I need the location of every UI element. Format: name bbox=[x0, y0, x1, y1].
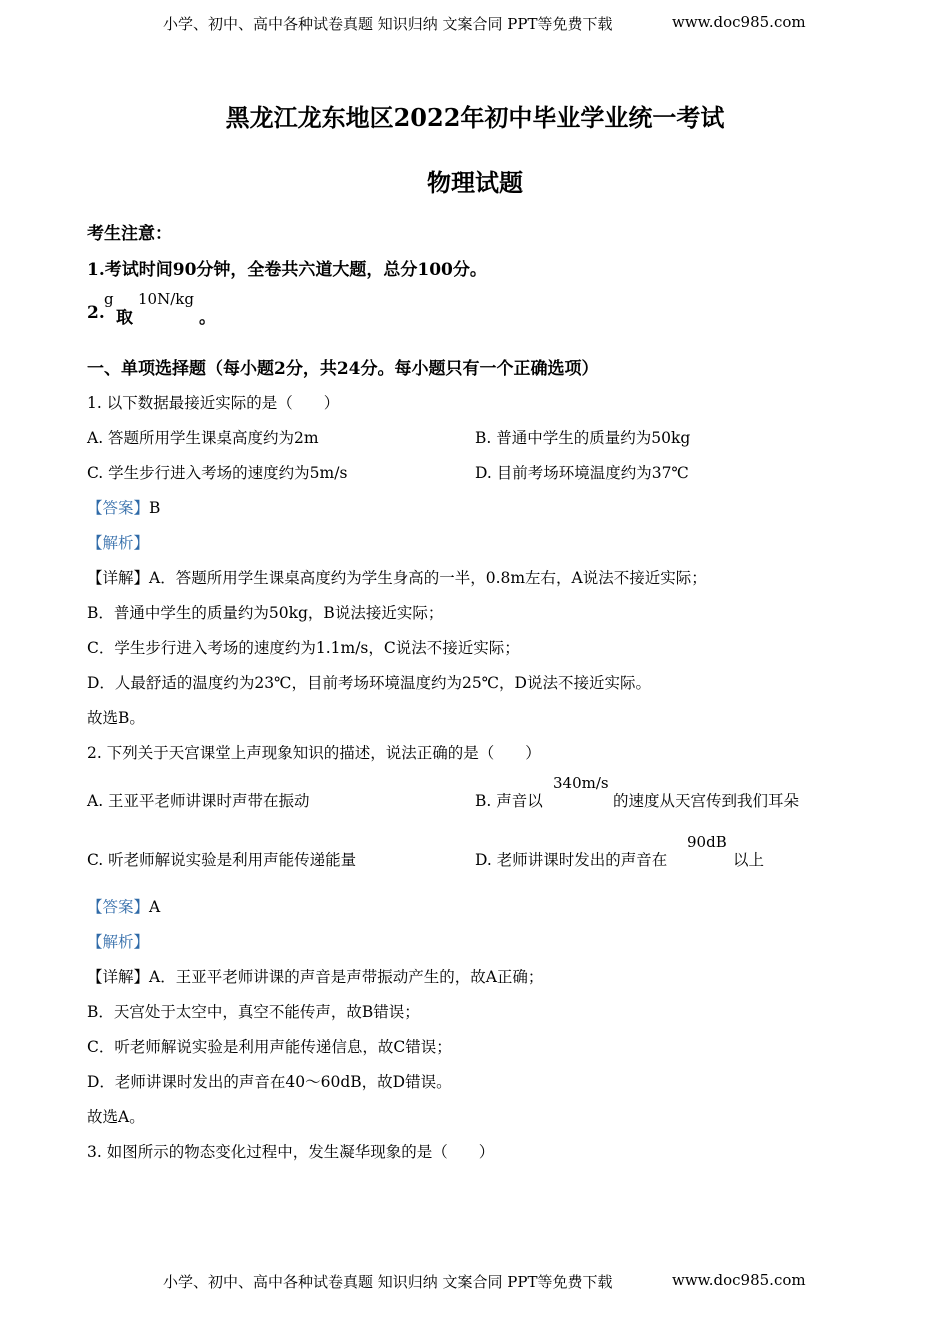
q2-option-c: C. 听老师解说实验是利用声能传递能量 bbox=[87, 851, 357, 869]
q1-analysis-label: 【解析】 bbox=[87, 534, 150, 552]
q1-detail-b: B．普通中学生的质量约为50kg，B说法接近实际； bbox=[87, 604, 444, 622]
q1-option-a: A. 答题所用学生课桌高度约为2m bbox=[87, 429, 319, 447]
q2-option-d-prefix: D. 老师讲课时发出的声音在 bbox=[475, 851, 668, 869]
footer-text: 小学、初中、高中各种试卷真题 知识归纳 文案合同 PPT等免费下载 bbox=[163, 1273, 613, 1291]
header-url: www.doc985.com bbox=[672, 13, 806, 31]
q1-detail-a bbox=[87, 566, 707, 588]
q2-answer bbox=[87, 895, 160, 917]
q2-option-a: A. 王亚平老师讲课时声带在振动 bbox=[87, 792, 310, 810]
q2-stem: 2. 下列关于天宫课堂上声现象知识的描述，说法正确的是（ ） bbox=[87, 744, 541, 762]
notice-item-1: 1.考试时间90分钟，全卷共六道大题，总分100分。 bbox=[87, 260, 487, 280]
q2-detail-d: D．老师讲课时发出的声音在40～60dB，故D错误。 bbox=[87, 1073, 452, 1091]
q1-option-d: D. 目前考场环境温度约为37℃ bbox=[475, 464, 689, 482]
q1-stem: 1. 以下数据最接近实际的是（ ） bbox=[87, 394, 340, 412]
notice-item-2-symbol: g bbox=[104, 290, 114, 308]
notice-item-2-value: 10N/kg bbox=[138, 290, 194, 308]
footer-url: www.doc985.com bbox=[672, 1271, 806, 1289]
q2-detail-a-text: A．王亚平老师讲课的声音是声带振动产生的，故A正确； bbox=[149, 968, 544, 986]
q1-option-b: B. 普通中学生的质量约为50kg bbox=[475, 429, 691, 447]
q2-option-d-value: 90dB bbox=[687, 833, 727, 851]
q2-option-d-suffix: 以上 bbox=[733, 851, 765, 869]
q1-detail-label: 【详解】 bbox=[87, 569, 150, 587]
q1-detail-d: D．人最舒适的温度约为23℃，目前考场环境温度约为25℃，D说法不接近实际。 bbox=[87, 674, 651, 692]
q1-answer bbox=[87, 496, 160, 518]
notice-item-2-prefix: 2. bbox=[87, 303, 105, 323]
q2-detail-a bbox=[87, 965, 543, 987]
q1-answer-label: 【答案】 bbox=[87, 499, 150, 517]
q3-stem: 3. 如图所示的物态变化过程中，发生凝华现象的是（ ） bbox=[87, 1143, 495, 1161]
q2-option-b-prefix: B. 声音以 bbox=[475, 792, 543, 810]
q2-option-b-suffix: 的速度从天宫传到我们耳朵 bbox=[613, 792, 800, 810]
q1-conclusion: 故选B。 bbox=[87, 709, 145, 727]
q2-answer-label: 【答案】 bbox=[87, 898, 150, 916]
notice-item-2-end: 。 bbox=[199, 308, 216, 328]
q1-detail-a-text: A．答题所用学生课桌高度约为学生身高的一半，0.8m左右，A说法不接近实际； bbox=[149, 569, 707, 587]
q2-conclusion: 故选A。 bbox=[87, 1108, 145, 1126]
q1-detail-c: C．学生步行进入考场的速度约为1.1m/s，C说法不接近实际； bbox=[87, 639, 520, 657]
section-heading: 一、单项选择题（每小题2分，共24分。每小题只有一个正确选项） bbox=[87, 359, 599, 379]
exam-subtitle: 物理试题 bbox=[427, 168, 523, 197]
q2-detail-c: C．听老师解说实验是利用声能传递信息，故C错误； bbox=[87, 1038, 452, 1056]
notice-item-2-take: 取 bbox=[116, 308, 133, 328]
q2-option-b-value: 340m/s bbox=[553, 774, 609, 792]
q1-answer-value: B bbox=[149, 499, 161, 517]
header-text: 小学、初中、高中各种试卷真题 知识归纳 文案合同 PPT等免费下载 bbox=[163, 15, 613, 33]
exam-title: 黑龙江龙东地区2022年初中毕业学业统一考试 bbox=[225, 103, 725, 132]
q1-option-c: C. 学生步行进入考场的速度约为5m/s bbox=[87, 464, 348, 482]
q2-answer-value: A bbox=[149, 898, 161, 916]
q2-detail-b: B．天宫处于太空中，真空不能传声，故B错误； bbox=[87, 1003, 420, 1021]
q2-analysis-label: 【解析】 bbox=[87, 933, 150, 951]
q2-detail-label: 【详解】 bbox=[87, 968, 150, 986]
notice-heading: 考生注意： bbox=[87, 224, 172, 244]
